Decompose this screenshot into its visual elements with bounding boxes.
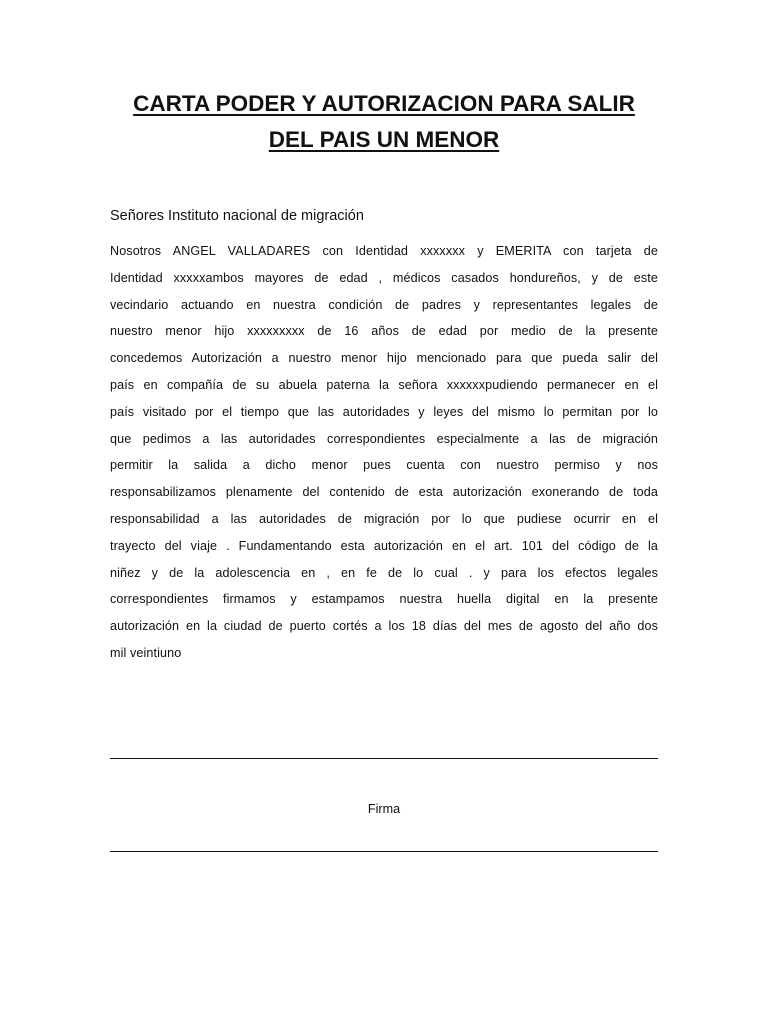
body-line: autorización en la ciudad de puerto cortés a los 18 días del mes de agosto del año dos — [110, 619, 658, 634]
body-line: nuestro menor hijo xxxxxxxxx de 16 años de edad por medio de la presente — [110, 324, 658, 339]
signature-line-top — [110, 758, 658, 759]
signature-label: Firma — [367, 802, 401, 816]
body-line: trayecto del viaje . Fundamentando esta autorización en el art. 101 del código de la — [110, 538, 658, 553]
addressee: Señores Instituto nacional de migración — [110, 208, 364, 224]
body-line: país en compañía de su abuela paterna la señora xxxxxxpudiendo permanecer en el — [110, 377, 658, 392]
signature-line-bottom — [110, 851, 658, 852]
body-paragraph — [110, 238, 658, 667]
body-line: niñez y de la adolescencia en , en fe de lo cual . y para los efectos legales — [110, 565, 658, 580]
body-line: responsabilidad a las autoridades de migración por lo que pudiese ocurrir en el — [110, 511, 658, 526]
title-line-1: CARTA PODER Y AUTORIZACION PARA SALIR — [133, 91, 635, 116]
body-line-last: mil veintiuno — [110, 645, 182, 660]
body-line: país visitado por el tiempo que las autoridades y leyes del mismo lo permitan por lo — [110, 404, 658, 419]
body-line: que pedimos a las autoridades correspondientes especialmente a las de migración — [110, 431, 658, 446]
body-line: permitir la salida a dicho menor pues cuenta con nuestro permiso y nos — [110, 458, 658, 473]
title-line-2: DEL PAIS UN MENOR — [268, 127, 500, 152]
body-line: Identidad xxxxxambos mayores de edad , médicos casados hondureños, y de este — [110, 270, 658, 285]
body-line: concedemos Autorización a nuestro menor hijo mencionado para que pueda salir del — [110, 351, 658, 366]
body-line: Nosotros ANGEL VALLADARES con Identidad xxxxxxx y EMERITA con tarjeta de — [110, 244, 658, 258]
body-line: correspondientes firmamos y estampamos nuestra huella digital en la presente — [110, 592, 658, 607]
body-line: responsabilizamos plenamente del contenido de esta autorización exonerando de toda — [110, 485, 658, 500]
document-title — [100, 86, 668, 158]
body-line: vecindario actuando en nuestra condición de padres y representantes legales de — [110, 297, 658, 312]
